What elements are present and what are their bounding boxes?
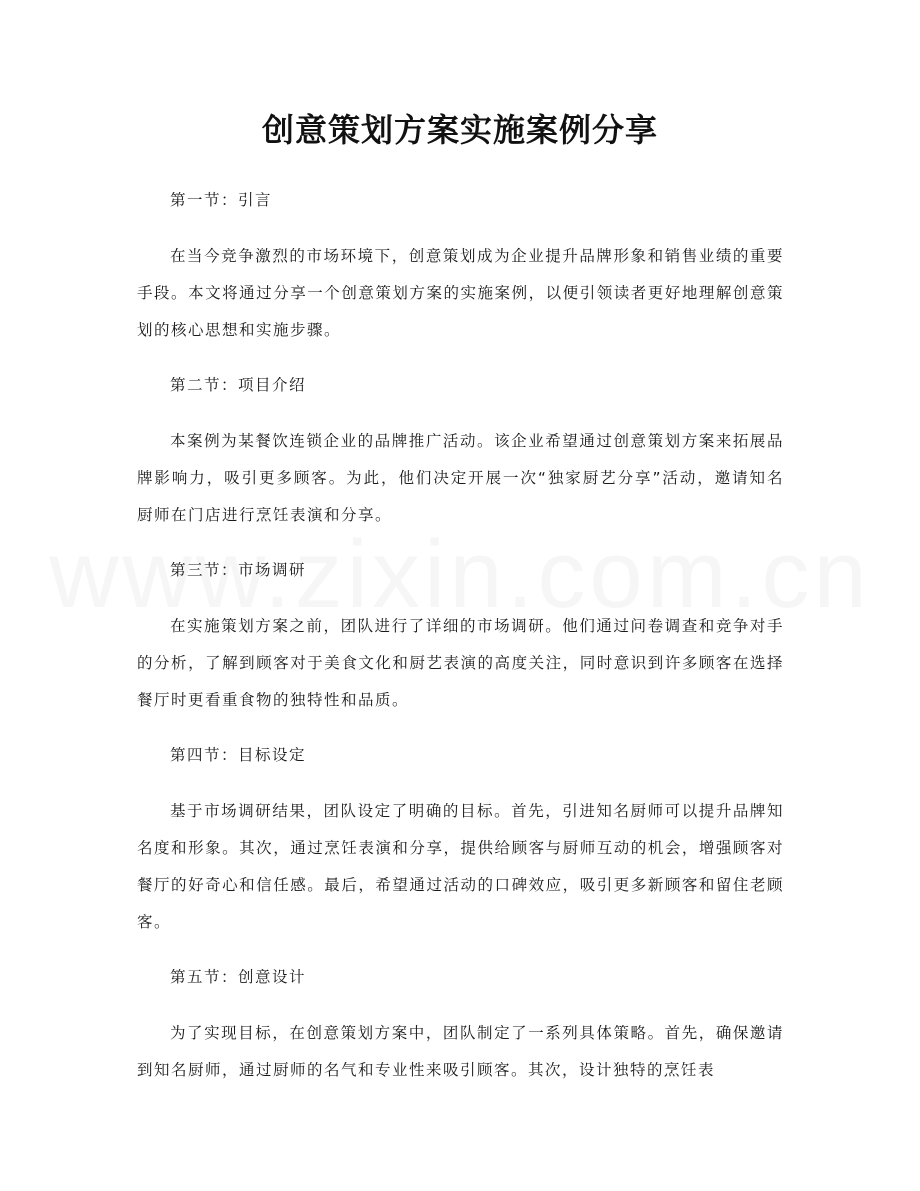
section-paragraph: 为了实现目标，在创意策划方案中，团队制定了一系列具体策略。首先，确保邀请到知名厨师，通过厨师的名气和专业性来吸引顾客。其次，设计独特的烹饪表 — [137, 1024, 784, 1079]
section-heading: 第三节：市场调研 — [170, 561, 307, 579]
section-heading: 第一节：引言 — [170, 191, 273, 209]
section-paragraph: 基于市场调研结果，团队设定了明确的目标。首先，引进知名厨师可以提升品牌知名度和形象。其次，通过烹饪表演和分享，提供给顾客与厨师互动的机会，增强顾客对餐厅的好奇心和信任感。最后，希望通过活动的口碑效应，吸引更多新顾客和留住老顾客。 — [137, 802, 784, 931]
document-body — [137, 185, 784, 1110]
document-title: 创意策划方案实施案例分享 — [261, 111, 658, 149]
section-paragraph: 在实施策划方案之前，团队进行了详细的市场调研。他们通过问卷调查和竞争对手的分析，了解到顾客对于美食文化和厨艺表演的高度关注，同时意识到许多顾客在选择餐厅时更看重食物的独特性和品质。 — [137, 617, 784, 709]
section-heading: 第二节：项目介绍 — [170, 376, 307, 394]
section-paragraph: 本案例为某餐饮连锁企业的品牌推广活动。该企业希望通过创意策划方案来拓展品牌影响力，吸引更多顾客。为此，他们决定开展一次“独家厨艺分享”活动，邀请知名厨师在门店进行烹饪表演和分享。 — [137, 432, 784, 524]
section-heading: 第四节：目标设定 — [170, 746, 307, 764]
section-paragraph: 在当今竞争激烈的市场环境下，创意策划成为企业提升品牌形象和销售业绩的重要手段。本文将通过分享一个创意策划方案的实施案例，以便引领读者更好地理解创意策划的核心思想和实施步骤。 — [137, 247, 784, 339]
section-heading: 第五节：创意设计 — [170, 968, 307, 986]
